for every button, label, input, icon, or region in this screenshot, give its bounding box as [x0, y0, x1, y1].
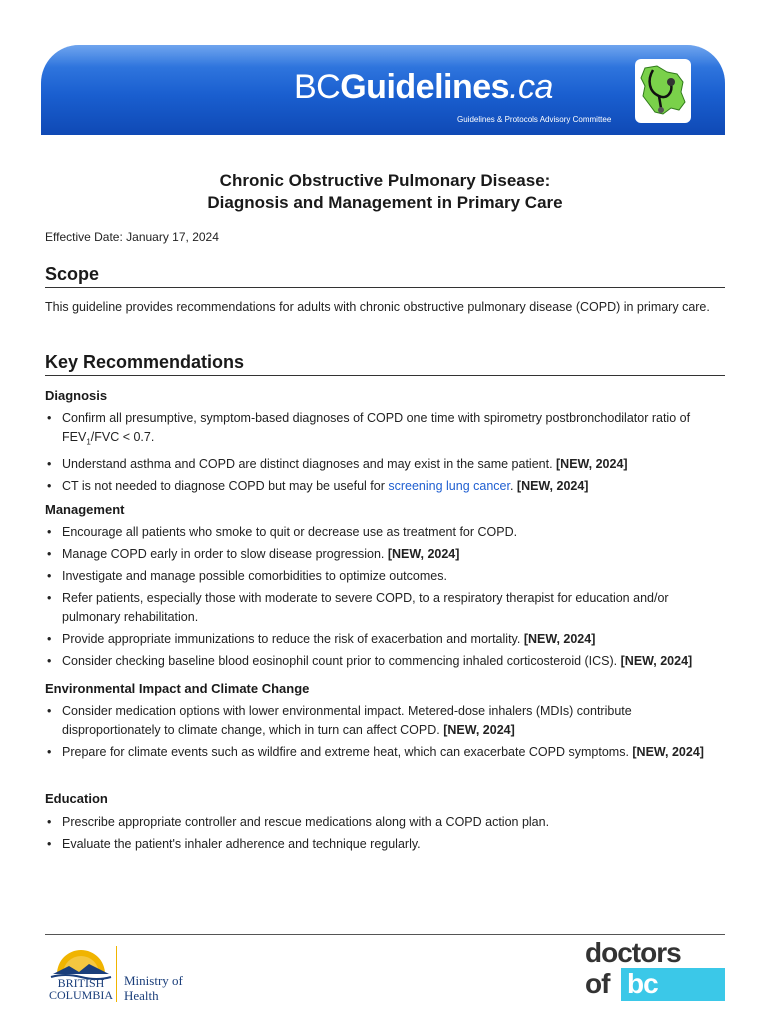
item-text: Investigate and manage possible comorbidities to optimize outcomes. — [62, 569, 447, 583]
new-tag: [NEW, 2024] — [516, 478, 589, 493]
item-text: Provide appropriate immunizations to reduce the risk of exacerbation and mortality. — [62, 632, 524, 646]
list-item — [45, 545, 730, 564]
item-subscript: 1 — [86, 437, 91, 447]
item-text: Refer patients, especially those with moderate to severe COPD, to a respiratory therapist for education and/or pulmonary rehabilitation. — [62, 591, 669, 624]
document-title — [0, 170, 770, 214]
item-text: Understand asthma and COPD are distinct diagnoses and may exist in the same patient. — [62, 456, 557, 471]
dobc-of: of — [585, 968, 610, 999]
title-line-2: Diagnosis and Management in Primary Care — [207, 193, 563, 212]
list-item — [45, 523, 730, 542]
item-text: CT is not needed to diagnose COPD but may be useful for — [62, 478, 389, 493]
list-item — [45, 743, 730, 762]
bc-line-1: BRITISH — [57, 976, 105, 990]
list-item — [45, 567, 730, 586]
management-heading: Management — [45, 502, 125, 517]
environment-list — [45, 702, 730, 765]
header-banner — [41, 45, 725, 135]
committee-name: Guidelines & Protocols Advisory Committee — [457, 115, 612, 124]
scope-text: This guideline provides recommendations for adults with chronic obstructive pulmonary disease (COPD) in primary care. — [45, 300, 710, 314]
item-text: Manage COPD early in order to slow disease progression. — [62, 547, 388, 561]
item-text: Encourage all patients who smoke to quit or decrease use as treatment for COPD. — [62, 525, 518, 539]
diagnosis-list — [45, 409, 730, 499]
ministry-of-health — [124, 973, 183, 1003]
doctors-of-bc-logo — [585, 938, 725, 1003]
management-list — [45, 523, 730, 674]
list-item — [45, 630, 730, 649]
education-heading: Education — [45, 791, 108, 806]
bc-map-stethoscope-icon — [635, 59, 691, 123]
new-tag: [NEW, 2024] — [556, 456, 628, 471]
dobc-doctors: doctors — [585, 937, 681, 968]
new-tag: [NEW, 2024] — [620, 654, 693, 668]
diagnosis-heading: Diagnosis — [45, 388, 108, 403]
new-tag: [NEW, 2024] — [632, 745, 704, 759]
list-item — [45, 702, 730, 740]
item-text: Evaluate the patient's inhaler adherence and technique regularly. — [62, 837, 421, 851]
dobc-bc-box — [621, 968, 725, 1001]
list-item — [45, 652, 730, 671]
ministry-line-2: Health — [124, 988, 159, 1003]
item-text: Confirm all presumptive, symptom-based diagnoses of COPD one time with spirometry postbronchodilator ratio of FEV — [62, 411, 691, 444]
brand-part-guidelines: Guidelines — [340, 68, 510, 106]
effective-date: Effective Date: January 17, 2024 — [45, 230, 219, 244]
item-text: Consider checking baseline blood eosinophil count prior to commencing inhaled corticosteroid (ICS). — [62, 654, 621, 668]
title-line-1: Chronic Obstructive Pulmonary Disease: — [219, 171, 551, 190]
list-item — [45, 409, 730, 452]
list-item — [45, 813, 730, 832]
new-tag: [NEW, 2024] — [523, 632, 596, 646]
bc-line-2: COLUMBIA — [48, 988, 113, 1002]
education-list — [45, 813, 730, 857]
item-text: Prescribe appropriate controller and rescue medications along with a COPD action plan. — [62, 815, 550, 829]
dobc-bc: bc — [627, 968, 658, 999]
item-text: Prepare for climate events such as wildfire and extreme heat, which can exacerbate COPD symptoms. — [62, 745, 633, 759]
site-brand[interactable] — [294, 67, 553, 107]
new-tag: [NEW, 2024] — [387, 547, 460, 561]
list-item — [45, 477, 730, 496]
item-text-end: /FVC < 0.7. — [90, 430, 155, 444]
brand-part-bc: BC — [294, 68, 341, 106]
british-columbia-wordmark — [44, 977, 118, 1001]
key-recommendations-heading: Key Recommendations — [45, 352, 725, 376]
ministry-divider — [116, 946, 117, 1002]
list-item — [45, 589, 730, 627]
brand-part-ca: .ca — [509, 68, 553, 106]
list-item — [45, 455, 730, 474]
item-text-end: . — [509, 478, 517, 493]
new-tag: [NEW, 2024] — [443, 723, 515, 737]
ministry-line-1: Ministry of — [124, 973, 183, 988]
footer-divider — [45, 934, 725, 935]
item-text: Consider medication options with lower environmental impact. Metered-dose inhalers (MDIs) contribute disproportionately to climate change, which in turn can affect COPD. — [62, 704, 632, 737]
screening-lung-cancer-link[interactable]: screening lung cancer — [388, 478, 510, 493]
scope-heading: Scope — [45, 264, 725, 288]
environment-heading: Environmental Impact and Climate Change — [45, 681, 310, 696]
list-item — [45, 835, 730, 854]
